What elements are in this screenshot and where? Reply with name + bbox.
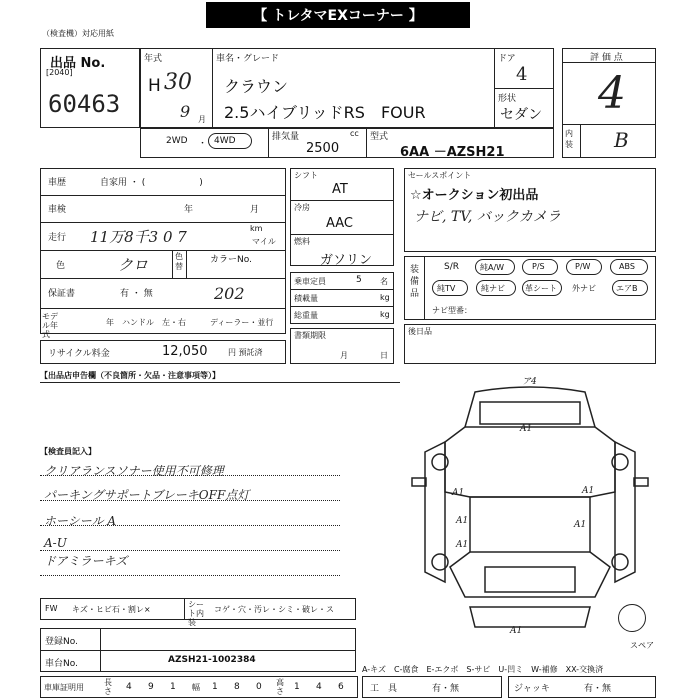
warranty-label: 保証書 [48,289,76,299]
car-cabin [470,497,590,552]
equip-airbag: エアB [616,284,638,293]
tools-value: 有・無 [432,684,460,694]
lot-number: 60463 [48,90,121,118]
inspector-line-4: A-U [44,536,67,550]
length-label: 長さ [104,678,112,696]
recycle-label: リサイクル料金 [48,349,110,359]
displacement-label: 排気量 [272,132,300,142]
diagram-mark-3: A1 [452,488,465,498]
history-box [40,168,286,334]
equip-sr: S/R [444,262,459,272]
cert-label: 車庫証明用 [44,683,84,692]
chassis-label: 車台No. [45,659,78,669]
sales-line1: ☆オークション初出品 [410,188,539,203]
year-label: 年式 [144,54,163,64]
car-side-right [615,442,635,582]
equip-seat: 革シート [525,284,557,293]
score-label: 評 価 点 [590,53,623,63]
name-label: 車名・グレード [216,54,280,64]
color-sub-label: 色替 [175,252,183,271]
header-title: 【 トレタマEXコーナー 】 [253,8,423,24]
diagram-mark-4: A1 [582,486,595,496]
side-mirror-right [634,478,648,486]
history-value: 自家用 ・ ( ) [100,178,203,188]
reg-label: 登録No. [45,637,78,647]
height-digit-2: 4 [316,682,322,692]
shift-value: AT [332,182,348,197]
sales-line2: ナビ, TV, バックカメラ [414,209,561,225]
width-digit-1: 1 [212,682,218,692]
sales-label: セールスポイント [408,171,472,180]
inspector-line-2: パーキングサポートブレーキOFF点灯 [44,488,250,502]
diagram-mark-2: A1 [520,424,533,434]
inspection-month: 月 [250,205,260,215]
era-label: H [148,76,161,96]
car-name: クラウン [224,77,289,96]
ac-value: AAC [326,216,353,231]
month-value: 9 [180,102,191,121]
inspection-label: 車検 [48,205,67,215]
weight-label: 総重量 [294,311,318,320]
displacement-value: 2500 [306,141,340,156]
mileage-unit: km [250,224,263,233]
height-digit-3: 6 [338,682,344,692]
lot-code: [2040] [46,68,73,77]
color-no-label: カラーNo. [210,255,252,265]
car-diagram [410,382,650,642]
equip-tv: 純TV [437,284,456,293]
fuel-label: 燃料 [294,237,310,246]
history-label: 車歴 [48,178,67,188]
equip-aw: 純A/W [480,263,505,272]
model-label: 型式 [370,132,389,142]
drive-separator: ・ [198,139,208,149]
width-digit-2: 8 [234,682,240,692]
door-value: 4 [516,64,528,85]
door-label: ドア [498,54,516,64]
side-mirror-left [412,478,426,486]
diagram-mark-5: A1 [456,516,469,526]
car-windshield [480,402,580,424]
doc-period-label: 書類期限 [294,331,326,340]
doc-day: 日 [380,351,388,360]
car-roof [465,387,595,427]
later-box [404,324,656,364]
color-value: クロ [118,256,149,274]
recycle-value: 12,050 [162,344,208,359]
color-label: 色 [56,261,66,271]
inspector-line-1: クリアランスソナー使用不可修理 [44,464,224,478]
load-unit: kg [380,293,390,302]
ac-label: 冷房 [294,203,310,212]
fw-label: FW [45,604,58,613]
body-label: 形状 [498,94,517,104]
dealer-label: ディーラー・並行 [210,318,274,327]
weight-unit: kg [380,310,390,319]
shift-label: シフト [294,171,318,180]
model-year-label: モデル年式 [42,312,58,339]
interior-label: 内装 [565,129,573,149]
jack-label: ジャッキ [514,684,550,694]
capacity-unit: 名 [380,277,388,286]
length-digit-1: 4 [126,682,132,692]
inspection-year: 年 [184,205,194,215]
corner-note: （検査機）対応用紙 [42,29,114,38]
drive-4wd: 4WD [214,136,236,146]
mileage-value: 11万8千3 0 7 [90,228,187,246]
seat-label: シート内装 [188,600,204,627]
inspector-line-3: ホーシール A [44,514,117,528]
height-label: 高さ [276,678,284,696]
width-digit-3: 0 [256,682,262,692]
equip-navi: 純ナビ [481,284,505,293]
equipment-label: 装備品 [410,265,420,299]
jack-value: 有・無 [584,684,612,694]
doc-month: 月 [340,351,348,360]
damage-legend: A-キズ C-腐食 E-エクボ S-サビ U-凹ミ W-補修 XX-交換済 [362,665,604,674]
drive-2wd: 2WD [166,136,188,146]
later-label: 後日品 [408,327,432,336]
car-side-left [425,442,445,582]
equip-pw: P/W [575,262,591,271]
score-value: 4 [598,68,626,119]
capacity-label: 乗車定員 [294,277,326,286]
inspector-line-5: ドアミラーキズ [44,554,128,568]
height-digit-1: 1 [294,682,300,692]
car-rear [450,552,610,597]
diagram-mark-6: A1 [574,520,587,530]
capacity-value: 5 [356,275,362,285]
car-front-bumper [470,607,590,627]
year-value: 30 [164,70,192,95]
fuel-value: ガソリン [320,253,373,268]
model-value: 6AA －AZSH21 [400,145,505,160]
length-digit-3: 1 [170,682,176,692]
chassis-value: AZSH21-1002384 [168,655,256,665]
tools-label: 工 具 [370,684,398,694]
diagram-mark-7: A1 [456,540,469,550]
equip-abs: ABS [619,262,635,271]
inspector-label: 【検査員記入】 [40,447,96,456]
fw-items: キズ・ヒビ石・割レ× [72,605,151,614]
declaration-label: 【出品店申告欄（不良箇所・欠品・注意事項等）】 [40,371,220,380]
color-no-value: 202 [214,284,245,303]
width-label: 幅 [192,683,200,692]
diagram-mark-1: ア4 [522,377,537,387]
handle-label: ハンドル 左・右 [122,318,186,327]
lot-label: 出品 No. [50,56,106,71]
recycle-unit: 円 預託済 [228,348,263,357]
equip-ext-navi: 外ナビ [572,284,596,293]
navi-model-label: ナビ型番： [432,306,472,315]
load-label: 積載量 [294,294,318,303]
warranty-value: 有 ・ 無 [120,289,153,299]
model-year-unit: 年 [106,318,114,327]
diagram-mark-8: A1 [510,626,523,636]
body-value: セダン [500,107,543,123]
displacement-unit: cc [350,129,359,138]
mileage-label: 走行 [48,233,67,243]
car-trunk [485,567,575,592]
seat-items: コゲ・穴・汚レ・シミ・破レ・ス [214,605,334,614]
grade: 2.5ハイブリッドRS FOUR [224,103,426,122]
spare-label: スペア [630,641,654,650]
interior-value: B [614,128,629,152]
spare-circle [618,604,646,632]
equip-ps: P/S [532,262,545,271]
length-digit-2: 9 [148,682,154,692]
mileage-alt-unit: マイル [252,237,276,246]
month-unit: 月 [198,115,206,124]
